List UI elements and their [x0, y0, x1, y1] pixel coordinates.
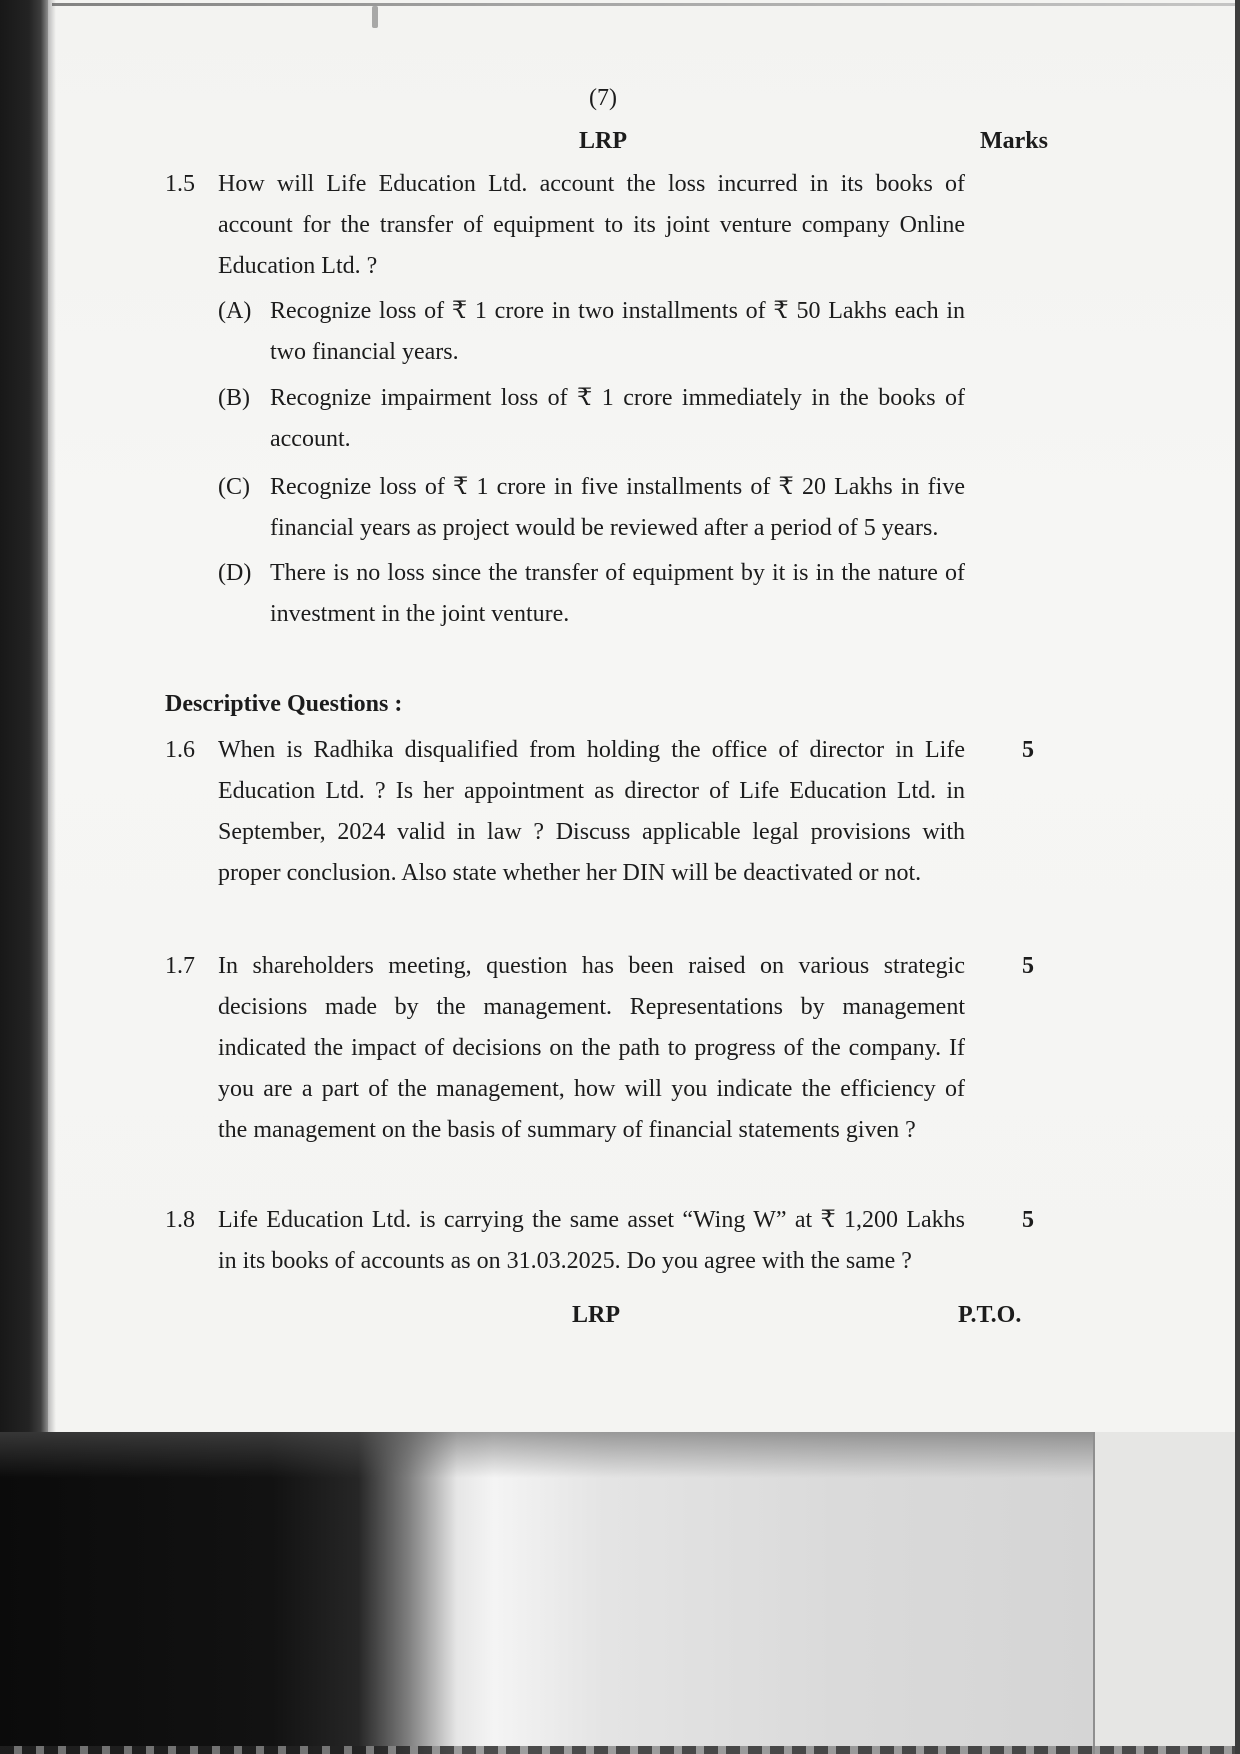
marks-value: 5: [1022, 737, 1034, 763]
page-number: (7): [589, 85, 617, 111]
question-line: How will Life Education Ltd. account the loss incurred in its books of: [218, 171, 965, 197]
scan-bottom-dark-area: [0, 1432, 1235, 1754]
option-label-a: (A): [218, 298, 252, 324]
option-text-b: [270, 378, 965, 460]
question-line: the management on the basis of summary of financial statements given ?: [218, 1117, 916, 1143]
question-line: In shareholders meeting, question has been raised on various strategic: [218, 953, 965, 979]
scan-left-dark-edge: [0, 0, 48, 1432]
question-text: [218, 164, 965, 287]
scan-bottom-right-area: [1093, 1432, 1237, 1754]
marks-value: 5: [1022, 953, 1034, 979]
option-label-d: (D): [218, 560, 252, 586]
paper-left-edge-shadow: [48, 0, 56, 1432]
section-title: Descriptive Questions :: [165, 691, 403, 717]
question-text: [218, 730, 965, 894]
question-line: in its books of accounts as on 31.03.2025. Do you agree with the same ?: [218, 1248, 912, 1274]
option-line: Recognize loss of ₹ 1 crore in five installments of ₹ 20 Lakhs in five: [270, 474, 965, 500]
question-text: [218, 1200, 965, 1282]
question-line: you are a part of the management, how will you indicate the efficiency of: [218, 1076, 965, 1102]
paper-bottom-shadow: [0, 1432, 1093, 1478]
scan-smudge: [372, 6, 378, 28]
paper-top-edge: [52, 3, 1236, 6]
scan-right-edge: [1235, 0, 1240, 1754]
option-label-b: (B): [218, 385, 250, 411]
question-line: decisions made by the management. Representations by management: [218, 994, 965, 1020]
option-line: investment in the joint venture.: [270, 601, 570, 627]
question-line: proper conclusion. Also state whether her DIN will be deactivated or not.: [218, 860, 922, 886]
option-text-c: [270, 467, 965, 549]
option-text-d: [270, 553, 965, 635]
marks-value: 5: [1022, 1207, 1034, 1233]
question-line: Education Ltd. ? Is her appointment as director of Life Education Ltd. in: [218, 778, 965, 804]
question-line: account for the transfer of equipment to its joint venture company Online: [218, 212, 965, 238]
question-line: September, 2024 valid in law ? Discuss applicable legal provisions with: [218, 819, 965, 845]
option-line: financial years as project would be reviewed after a period of 5 years.: [270, 515, 939, 541]
option-label-c: (C): [218, 474, 250, 500]
option-line: There is no loss since the transfer of equipment by it is in the nature of: [270, 560, 965, 586]
option-line: two financial years.: [270, 339, 459, 365]
option-line: Recognize impairment loss of ₹ 1 crore immediately in the books of: [270, 385, 965, 411]
question-line: Life Education Ltd. is carrying the same asset “Wing W” at ₹ 1,200 Lakhs: [218, 1207, 965, 1233]
question-line: When is Radhika disqualified from holding the office of director in Life: [218, 737, 965, 763]
question-text: [218, 946, 965, 1151]
question-line: indicated the impact of decisions on the path to progress of the company. If: [218, 1035, 965, 1061]
paper-code-footer: LRP: [572, 1302, 620, 1328]
paper-code-header: LRP: [579, 128, 627, 154]
please-turn-over: P.T.O.: [958, 1302, 1022, 1328]
question-line: Education Ltd. ?: [218, 253, 378, 279]
question-number: 1.6: [165, 737, 195, 763]
question-number: 1.8: [165, 1207, 195, 1233]
option-line: Recognize loss of ₹ 1 crore in two installments of ₹ 50 Lakhs each in: [270, 298, 965, 324]
question-number: 1.5: [165, 171, 195, 197]
option-line: account.: [270, 426, 351, 452]
option-text-a: [270, 291, 965, 373]
question-number: 1.7: [165, 953, 195, 979]
marks-column-heading: Marks: [980, 128, 1048, 154]
scan-artifact-band: [0, 1746, 1235, 1754]
